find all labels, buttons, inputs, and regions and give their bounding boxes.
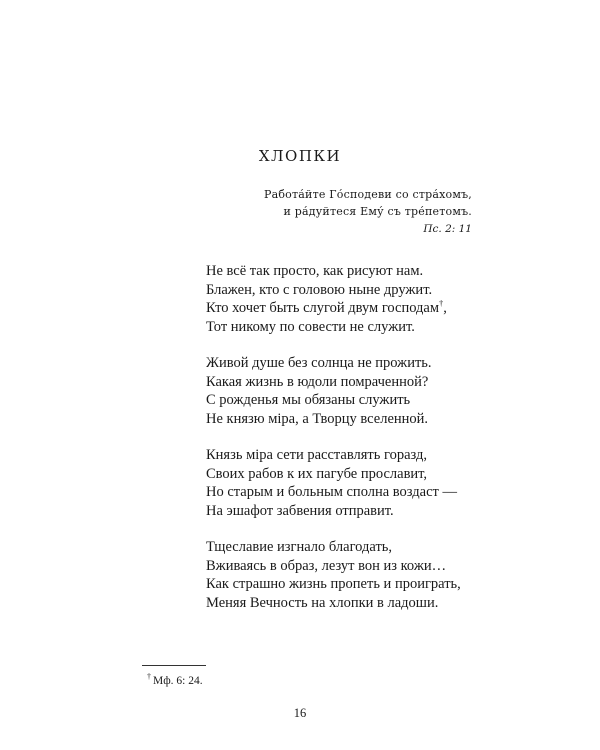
stanza xyxy=(206,354,461,428)
poem-line: Вживаясь в образ, лезут вон из кожи… xyxy=(206,557,447,574)
footnote-marker: † xyxy=(439,298,444,309)
stanza xyxy=(206,538,461,612)
poem-line-with-footnote: Кто хочет быть слугой двум господам†, xyxy=(206,298,447,316)
poem-line: Своих рабов к их пагубе прославит, xyxy=(206,465,428,482)
poem-line: Не всё так просто, как рисуют нам. xyxy=(206,263,424,279)
page-number: 16 xyxy=(293,706,307,720)
stanza xyxy=(206,446,461,520)
poem-line-text: Кто хочет быть слугой двум господам xyxy=(206,300,440,316)
poem-line: С рожденья мы обязаны служить xyxy=(206,392,411,408)
poem-line: Какая жизнь в юдоли помраченной? xyxy=(206,373,429,390)
epigraph-line: и ра́дуйтеся Ему́ съ тре́петомъ. xyxy=(283,205,472,218)
footnote-divider xyxy=(142,665,206,666)
epigraph xyxy=(264,186,472,238)
poem-line: Князь міра сети расставлять горазд, xyxy=(206,447,427,463)
stanza xyxy=(206,262,461,336)
poem-line: Тот никому по совести не служит. xyxy=(206,318,415,335)
poem-body xyxy=(206,262,461,630)
poem-line: Меняя Вечность на хлопки в ладоши. xyxy=(206,594,439,611)
poem-line: Тщеславие изгнало благодать, xyxy=(206,539,393,555)
poem-line: Блажен, кто с головою ныне дружит. xyxy=(206,281,433,298)
footnote xyxy=(147,672,203,687)
poem-line: Как страшно жизнь пропеть и проиграть, xyxy=(206,576,461,592)
poem-line: Живой душе без солнца не прожить. xyxy=(206,355,432,371)
poem-line: Но старым и больным сполна воздаст — xyxy=(206,484,457,500)
poem-line: На эшафот забвения отправит. xyxy=(206,502,394,519)
page-title: ХЛОПКИ xyxy=(258,147,342,165)
footnote-text: Мф. 6: 24. xyxy=(153,675,203,687)
epigraph-reference: Пс. 2: 11 xyxy=(423,223,472,235)
footnote-symbol: † xyxy=(147,672,151,682)
poem-line: Не князю міра, а Творцу вселенной. xyxy=(206,410,429,427)
epigraph-line: Работа́йте Го́сподеви со стра́хомъ, xyxy=(264,188,472,201)
